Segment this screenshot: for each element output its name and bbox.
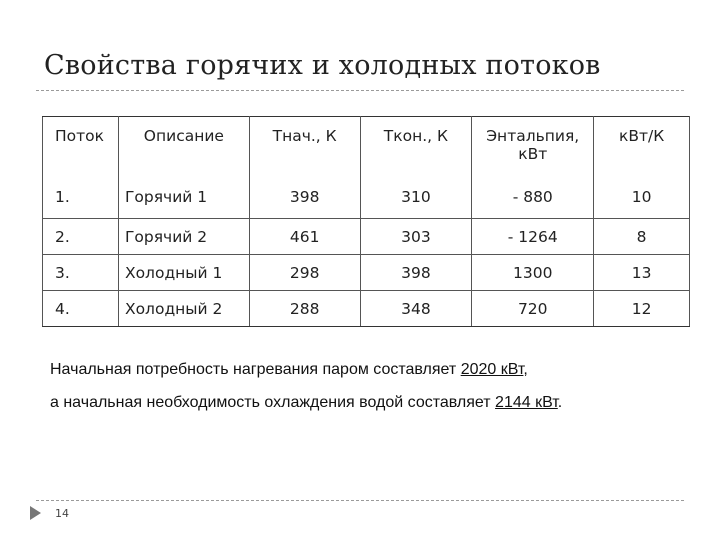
- table-cell: Горячий 1: [118, 177, 249, 219]
- header-cell: Описание: [118, 117, 249, 177]
- table-header-row: [43, 117, 690, 177]
- page-number: 14: [55, 507, 69, 520]
- slide-title: Свойства горячих и холодных потоков: [44, 50, 601, 81]
- table-cell: - 1264: [472, 219, 594, 255]
- heating-demand-value: 2020 кВт: [460, 361, 524, 378]
- table-row: [43, 219, 690, 255]
- table-cell: Холодный 1: [118, 255, 249, 291]
- table-cell: 303: [360, 219, 472, 255]
- table-cell: 12: [594, 291, 690, 327]
- footer-divider: [36, 500, 684, 501]
- table-cell: 461: [249, 219, 360, 255]
- table-row: [43, 177, 690, 219]
- header-cell: Ткон., К: [360, 117, 472, 177]
- footer-arrow-icon: [30, 506, 41, 520]
- note-text: Начальная потребность нагревания паром составляет: [50, 361, 461, 378]
- table-cell: 720: [472, 291, 594, 327]
- table-cell: 348: [360, 291, 472, 327]
- table-cell: - 880: [472, 177, 594, 219]
- table-cell: 298: [249, 255, 360, 291]
- table-cell: 288: [249, 291, 360, 327]
- header-cell: Поток: [43, 117, 119, 177]
- note-punct: ,: [523, 361, 528, 378]
- note-punct: .: [557, 394, 563, 411]
- table-cell: 1.: [43, 177, 119, 219]
- cooling-demand-value: 2144 кВт: [495, 394, 558, 411]
- note-text: а начальная необходимость охлаждения водой составляет: [50, 394, 496, 411]
- cooling-demand-note: [50, 394, 562, 412]
- header-cell: Тнач., К: [249, 117, 360, 177]
- header-cell: кВт/К: [594, 117, 690, 177]
- flows-table: [42, 116, 690, 327]
- table-cell: Горячий 2: [118, 219, 249, 255]
- table-cell: 4.: [43, 291, 119, 327]
- table-cell: 13: [594, 255, 690, 291]
- table-row: [43, 255, 690, 291]
- table-cell: 3.: [43, 255, 119, 291]
- table-cell: Холодный 2: [118, 291, 249, 327]
- table-row: [43, 291, 690, 327]
- table-cell: 398: [249, 177, 360, 219]
- table-cell: 1300: [472, 255, 594, 291]
- table-cell: 10: [594, 177, 690, 219]
- heating-demand-note: [50, 361, 528, 379]
- title-divider: [36, 90, 684, 91]
- header-cell: Энтальпия, кВт: [472, 117, 594, 177]
- table-cell: 398: [360, 255, 472, 291]
- table-cell: 310: [360, 177, 472, 219]
- table-cell: 8: [594, 219, 690, 255]
- table-cell: 2.: [43, 219, 119, 255]
